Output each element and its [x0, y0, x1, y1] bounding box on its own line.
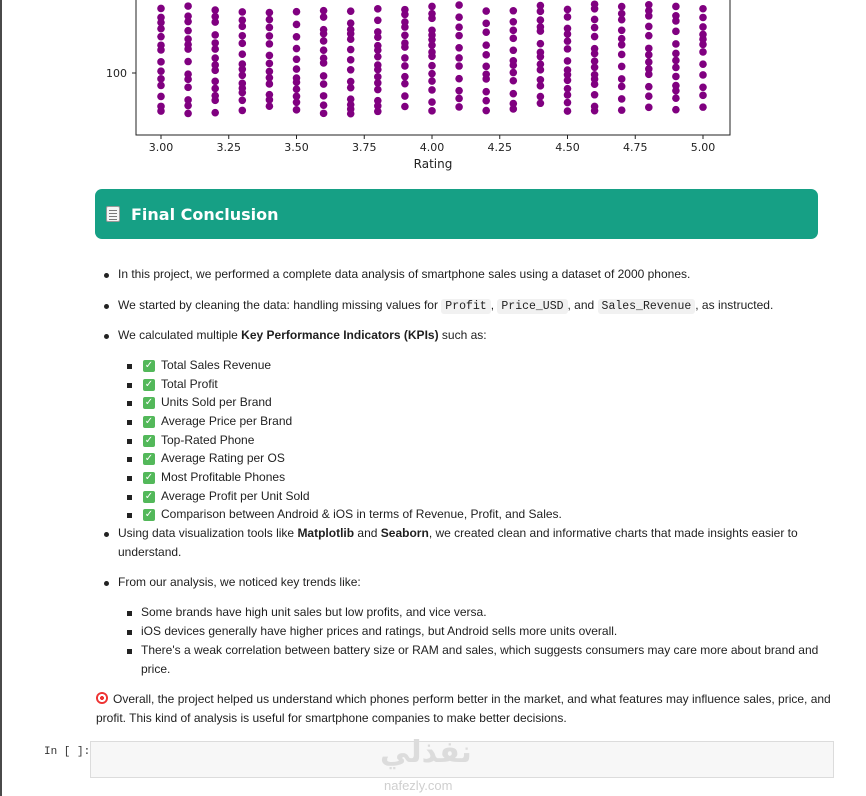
scatter-point — [157, 107, 165, 115]
scatter-point — [618, 83, 626, 91]
scatter-point — [428, 107, 436, 115]
y-tick-label: 100 — [106, 67, 127, 80]
check-icon: ✓ — [144, 416, 154, 427]
scatter-point — [645, 71, 653, 79]
scatter-point — [374, 86, 382, 94]
scatter-point — [564, 6, 572, 14]
scatter-point — [157, 82, 165, 90]
scatter-point — [455, 1, 463, 9]
scatter-point — [320, 110, 328, 118]
scatter-point — [591, 80, 599, 88]
scatter-point — [591, 33, 599, 41]
scatter-point — [618, 95, 626, 103]
scatter-point — [699, 48, 707, 56]
kpi-item: Units Sold per Brand — [161, 395, 272, 409]
list-bullet — [104, 334, 109, 339]
scatter-point — [618, 106, 626, 114]
scatter-point — [537, 99, 545, 107]
scatter-point — [320, 92, 328, 100]
scatter-point — [537, 40, 545, 48]
scatter-point — [184, 27, 192, 35]
scatter-point — [537, 16, 545, 24]
scatter-point — [239, 50, 247, 58]
scatter-point — [401, 32, 409, 40]
scatter-point — [482, 28, 490, 36]
scatter-point — [374, 17, 382, 25]
scatter-point — [266, 60, 274, 68]
sublist-bullet — [127, 649, 132, 654]
scatter-point — [266, 9, 274, 17]
scatter-point — [320, 72, 328, 80]
scatter-point — [564, 57, 572, 65]
sublist-bullet — [127, 457, 132, 462]
scatter-point — [347, 35, 355, 43]
scatter-point — [672, 73, 680, 81]
scatter-point — [510, 27, 518, 35]
kpi-item: Total Sales Revenue — [161, 358, 272, 372]
scatter-point — [320, 37, 328, 45]
list-bullet — [104, 273, 109, 278]
scatter-point — [293, 106, 301, 114]
scatter-point — [591, 91, 599, 99]
scatter-point — [211, 85, 219, 93]
scatter-point — [401, 43, 409, 51]
scatter-point — [184, 18, 192, 26]
notepad-icon — [106, 206, 120, 222]
check-icon: ✓ — [144, 472, 154, 483]
scatter-point — [672, 17, 680, 25]
check-icon: ✓ — [144, 435, 154, 446]
scatter-point — [564, 45, 572, 53]
sublist-bullet — [127, 611, 132, 616]
scatter-point — [455, 87, 463, 95]
scatter-point — [591, 5, 599, 13]
scatter-point — [157, 33, 165, 41]
scatter-point — [401, 80, 409, 88]
trend-item: There's a weak correlation between battery size or RAM and sales, which suggests consumers may care more about brand and — [141, 643, 819, 657]
final-paragraph-line-2: profit. This kind of analysis is useful for smartphone companies to make better decisions. — [96, 711, 567, 725]
scatter-point — [510, 77, 518, 85]
scatter-point — [482, 88, 490, 96]
kpi-item: Comparison between Android & iOS in terms of Revenue, Profit, and Sales. — [161, 507, 562, 521]
scatter-point — [672, 87, 680, 95]
x-tick-label: 5.00 — [690, 141, 716, 154]
scatter-point — [428, 98, 436, 106]
scatter-point — [347, 46, 355, 54]
x-tick-label: 4.00 — [419, 141, 445, 154]
scatter-point — [320, 80, 328, 88]
trend-item-cont: price. — [141, 662, 171, 676]
scatter-point — [482, 107, 490, 115]
code-price-usd: Price_USD — [497, 299, 567, 314]
scatter-point — [157, 25, 165, 33]
scatter-point — [537, 27, 545, 35]
scatter-point — [184, 84, 192, 92]
scatter-point — [510, 90, 518, 98]
scatter-point — [211, 67, 219, 75]
sublist-bullet — [127, 476, 132, 481]
scatter-point — [618, 3, 626, 11]
scatter-point — [618, 16, 626, 24]
scatter-point — [672, 57, 680, 65]
scatter-point — [239, 23, 247, 31]
kpi-item: Average Rating per OS — [161, 451, 285, 465]
scatter-point — [672, 94, 680, 102]
scatter-point — [428, 86, 436, 94]
scatter-point — [482, 75, 490, 83]
scatter-point — [184, 58, 192, 66]
scatter-point — [320, 30, 328, 38]
scatter-point — [184, 45, 192, 53]
scatter-point — [645, 51, 653, 59]
scatter-point — [239, 97, 247, 105]
scatter-point — [266, 40, 274, 48]
scatter-point — [320, 13, 328, 21]
scatter-point — [374, 53, 382, 61]
scatter-point — [374, 108, 382, 116]
cell-prompt: In [ ]: — [44, 746, 91, 758]
scatter-point — [645, 58, 653, 66]
x-tick-label: 4.50 — [555, 141, 580, 154]
scatter-point — [482, 63, 490, 71]
scatter-point — [211, 109, 219, 117]
scatter-point — [618, 26, 626, 34]
scatter-point — [211, 45, 219, 53]
scatter-point — [645, 83, 653, 91]
scatter-point — [510, 18, 518, 26]
scatter-point — [510, 61, 518, 69]
scatter-point — [428, 70, 436, 78]
sublist-bullet — [127, 495, 132, 500]
watermark-logo: نفذلي — [380, 735, 472, 770]
sublist-bullet — [127, 401, 132, 406]
scatter-point — [157, 67, 165, 75]
scatter-point — [428, 3, 436, 11]
list-bullet — [104, 304, 109, 309]
scatter-point — [347, 84, 355, 92]
scatter-point — [401, 62, 409, 70]
scatter-point — [293, 21, 301, 29]
code-sales-revenue: Sales_Revenue — [598, 299, 696, 314]
scatter-point — [401, 54, 409, 62]
scatter-plot — [0, 0, 866, 180]
x-tick-label: 3.50 — [284, 141, 309, 154]
scatter-point — [211, 97, 219, 105]
scatter-point — [564, 13, 572, 21]
scatter-point — [510, 105, 518, 113]
scatter-point — [564, 37, 572, 45]
final-paragraph-line-1: Overall, the project helped us understand which phones perform better in the market, and what features may influence sales, price, and — [96, 690, 831, 709]
scatter-point — [672, 3, 680, 11]
scatter-point — [293, 65, 301, 73]
scatter-point — [591, 50, 599, 58]
scatter-point — [320, 59, 328, 67]
scatter-point — [591, 16, 599, 24]
kpi-item: Total Profit — [161, 377, 218, 391]
scatter-point — [455, 32, 463, 40]
scatter-point — [293, 55, 301, 63]
scatter-point — [211, 78, 219, 86]
scatter-point — [374, 66, 382, 74]
scatter-point — [564, 76, 572, 84]
scatter-point — [618, 63, 626, 71]
scatter-point — [645, 92, 653, 100]
sublist-bullet — [127, 513, 132, 518]
scatter-point — [347, 56, 355, 64]
scatter-point — [482, 20, 490, 28]
scatter-point — [266, 102, 274, 110]
sublist-bullet — [127, 420, 132, 425]
x-tick-label: 3.00 — [148, 141, 174, 154]
scatter-point — [157, 75, 165, 83]
scatter-point — [428, 53, 436, 61]
scatter-point — [266, 80, 274, 88]
scatter-point — [239, 40, 247, 48]
kpi-item: Average Price per Brand — [161, 414, 293, 428]
scatter-point — [211, 6, 219, 14]
scatter-point — [699, 71, 707, 79]
scatter-point — [455, 95, 463, 103]
scatter-point — [618, 51, 626, 59]
sublist-bullet — [127, 364, 132, 369]
scatter-point — [510, 35, 518, 43]
check-icon: ✓ — [144, 397, 154, 408]
scatter-point — [157, 5, 165, 13]
scatter-point — [645, 45, 653, 53]
scatter-point — [455, 54, 463, 62]
scatter-point — [537, 66, 545, 74]
scatter-point — [211, 18, 219, 26]
scatter-point — [239, 72, 247, 80]
x-tick-label: 3.25 — [216, 141, 241, 154]
scatter-point — [184, 102, 192, 110]
scatter-point — [591, 24, 599, 32]
scatter-point — [184, 2, 192, 10]
list-bullet — [104, 532, 109, 537]
x-axis-label: Rating — [413, 157, 453, 171]
check-icon: ✓ — [144, 453, 154, 464]
scatter-point — [239, 32, 247, 40]
conclusion-point-4: Using data visualization tools like Matplotlib and Seaborn, we created clean and informative charts that made insights easier to — [118, 526, 798, 540]
kpi-item: Most Profitable Phones — [161, 470, 286, 484]
scatter-point — [428, 77, 436, 85]
watermark-url: nafezly.com — [384, 778, 453, 793]
scatter-point — [374, 33, 382, 41]
scatter-point — [293, 85, 301, 93]
scatter-point — [347, 66, 355, 74]
scatter-point — [510, 7, 518, 15]
scatter-point — [293, 78, 301, 86]
sublist-bullet — [127, 630, 132, 635]
scatter-point — [293, 98, 301, 106]
scatter-point — [482, 97, 490, 105]
scatter-point — [482, 51, 490, 59]
scatter-point — [320, 101, 328, 109]
scatter-point — [374, 79, 382, 87]
scatter-point — [347, 110, 355, 118]
scatter-point — [564, 99, 572, 107]
conclusion-point-1: In this project, we performed a complete data analysis of smartphone sales using a dataset of 2000 phones. — [118, 267, 691, 281]
scatter-point — [672, 28, 680, 36]
scatter-point — [699, 60, 707, 68]
scatter-point — [699, 23, 707, 31]
conclusion-point-5: From our analysis, we noticed key trends like: — [118, 575, 361, 589]
scatter-point — [239, 89, 247, 97]
x-tick-label: 4.25 — [487, 141, 512, 154]
conclusion-point-3: We calculated multiple Key Performance Indicators (KPIs) such as: — [118, 328, 487, 342]
x-tick-label: 3.75 — [352, 141, 377, 154]
scatter-point — [564, 30, 572, 38]
scatter-point — [428, 42, 436, 50]
scatter-point — [157, 46, 165, 54]
scatter-point — [645, 32, 653, 40]
scatter-point — [266, 16, 274, 24]
final-conclusion-banner — [95, 189, 818, 239]
scatter-point — [374, 5, 382, 13]
scatter-point — [672, 50, 680, 58]
scatter-point — [428, 62, 436, 70]
scatter-point — [564, 107, 572, 115]
scatter-point — [699, 103, 707, 111]
scatter-point — [455, 23, 463, 31]
scatter-point — [211, 54, 219, 62]
kpi-item: Average Profit per Unit Sold — [161, 489, 310, 503]
scatter-point — [645, 23, 653, 31]
scatter-point — [510, 46, 518, 54]
scatter-point — [266, 32, 274, 40]
scatter-point — [239, 8, 247, 16]
scatter-point — [401, 11, 409, 19]
scatter-point — [591, 63, 599, 71]
trend-item: iOS devices generally have higher prices and ratings, but Android sells more units overall. — [141, 624, 618, 638]
check-icon: ✓ — [144, 509, 154, 520]
scatter-point — [455, 62, 463, 70]
scatter-point — [455, 103, 463, 111]
scatter-point — [564, 91, 572, 99]
scatter-point — [266, 24, 274, 32]
check-icon: ✓ — [144, 379, 154, 390]
scatter-point — [157, 93, 165, 101]
scatter-point — [672, 106, 680, 114]
check-icon: ✓ — [144, 491, 154, 502]
scatter-point — [618, 41, 626, 49]
scatter-point — [672, 64, 680, 72]
scatter-point — [618, 75, 626, 83]
scatter-point — [699, 5, 707, 13]
scatter-point — [699, 92, 707, 100]
check-icon: ✓ — [144, 360, 154, 371]
scatter-point — [320, 46, 328, 54]
scatter-point — [157, 58, 165, 66]
scatter-point — [401, 103, 409, 111]
scatter-point — [266, 52, 274, 60]
x-tick-label: 4.75 — [623, 141, 648, 154]
scatter-point — [184, 110, 192, 118]
scatter-point — [455, 44, 463, 52]
scatter-point — [510, 69, 518, 77]
conclusion-point-4-cont: understand. — [118, 545, 182, 559]
scatter-point — [645, 12, 653, 20]
scatter-point — [293, 8, 301, 16]
code-profit: Profit — [441, 299, 490, 314]
scatter-point — [211, 31, 219, 39]
banner-title: Final Conclusion — [131, 204, 279, 224]
scatter-point — [293, 45, 301, 53]
scatter-point — [591, 107, 599, 115]
scatter-point — [401, 23, 409, 31]
scatter-point — [537, 82, 545, 90]
list-bullet — [104, 581, 109, 586]
scatter-point — [455, 13, 463, 21]
scatter-point — [537, 8, 545, 16]
scatter-point — [482, 7, 490, 15]
scatter-point — [537, 93, 545, 101]
scatter-point — [455, 75, 463, 83]
scatter-point — [428, 15, 436, 23]
scatter-point — [401, 92, 409, 100]
scatter-point — [699, 14, 707, 22]
scatter-point — [672, 40, 680, 48]
kpi-item: Top-Rated Phone — [161, 433, 255, 447]
scatter-point — [699, 41, 707, 49]
scatter-point — [645, 104, 653, 112]
target-icon — [96, 692, 108, 704]
scatter-point — [239, 107, 247, 115]
scatter-point — [293, 33, 301, 41]
scatter-point — [537, 53, 545, 61]
scatter-point — [699, 84, 707, 92]
scatter-point — [374, 46, 382, 54]
scatter-point — [184, 76, 192, 84]
sublist-bullet — [127, 383, 132, 388]
sublist-bullet — [127, 439, 132, 444]
scatter-point — [401, 73, 409, 81]
scatter-point — [482, 41, 490, 49]
conclusion-point-2: We started by cleaning the data: handling missing values for Profit , Price_USD , and Sales_Revenue , as instructed. — [118, 298, 774, 313]
trend-item: Some brands have high unit sales but low profits, and vice versa. — [141, 605, 487, 619]
scatter-point — [347, 7, 355, 15]
